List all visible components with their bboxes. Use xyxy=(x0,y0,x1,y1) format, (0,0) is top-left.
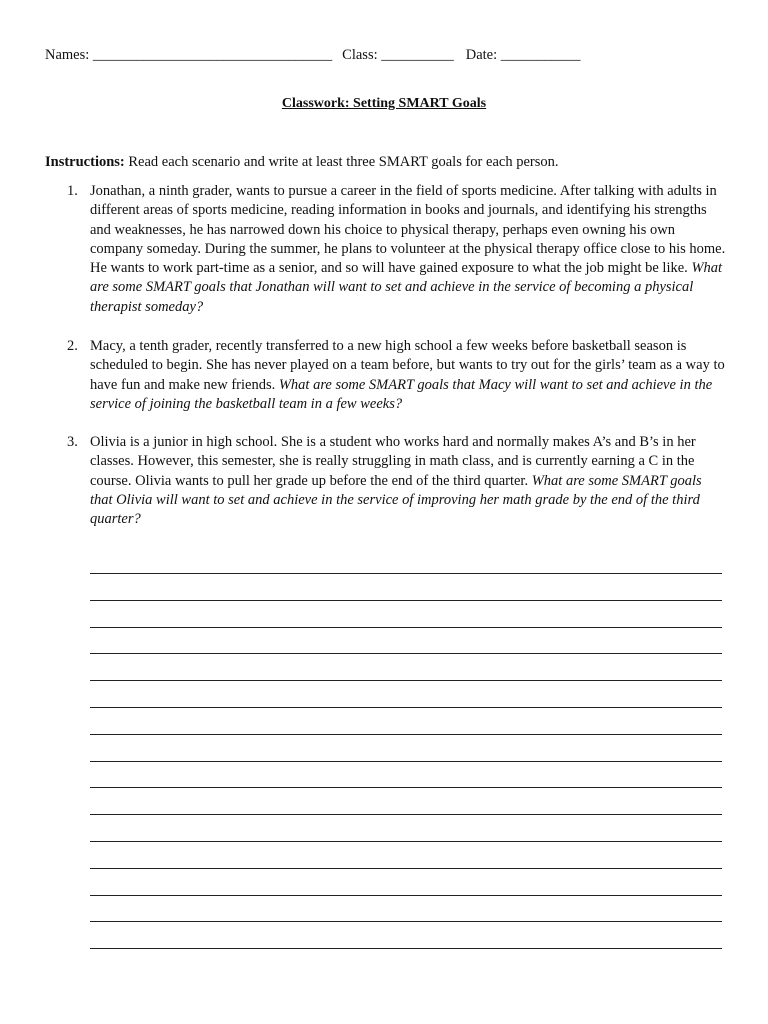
scenario-item xyxy=(67,337,727,414)
instructions-label: Instructions: xyxy=(45,154,125,170)
page-title: Classwork: Setting SMART Goals xyxy=(281,96,487,111)
scenario-question: What are some SMART goals that Macy will want to set and achieve in the service of joining the basketball team in a few weeks? xyxy=(90,376,713,412)
answer-line[interactable] xyxy=(90,680,722,681)
names-label: Names: xyxy=(45,47,90,63)
scenario-question: What are some SMART goals that Olivia will want to set and achieve in the service of improving her math grade by the end of the third quarter? xyxy=(90,472,702,528)
names-field[interactable]: _________________________________ xyxy=(92,47,333,63)
answer-lines xyxy=(90,573,722,975)
answer-line[interactable] xyxy=(90,707,722,708)
instructions xyxy=(45,153,558,171)
answer-line[interactable] xyxy=(90,868,722,869)
date-field[interactable]: ___________ xyxy=(500,47,581,63)
header-fields xyxy=(45,46,581,64)
answer-line[interactable] xyxy=(90,814,722,815)
answer-line[interactable] xyxy=(90,787,722,788)
scenario-text xyxy=(90,182,727,317)
class-label: Class: xyxy=(342,47,378,63)
scenario-number: 2. xyxy=(67,338,78,354)
scenario-item xyxy=(67,433,727,529)
scenario-number: 1. xyxy=(67,183,78,199)
answer-line[interactable] xyxy=(90,600,722,601)
scenario-description: Macy, a tenth grader, recently transferred to a new high school a few weeks before basketball season is scheduled to begin. She has never played on a team before, but wants to try out for the girls’ team as a way to have fun and make new friends. xyxy=(90,338,725,393)
scenario-question: What are some SMART goals that Jonathan will want to set and achieve in the service of becoming a physical therapist someday? xyxy=(90,260,723,315)
scenario-number: 3. xyxy=(67,434,78,450)
scenario-item xyxy=(67,182,727,317)
date-label: Date: xyxy=(465,47,498,63)
answer-line[interactable] xyxy=(90,573,722,574)
answer-line[interactable] xyxy=(90,841,722,842)
scenario-text xyxy=(90,433,727,529)
answer-line[interactable] xyxy=(90,948,722,949)
answer-line[interactable] xyxy=(90,627,722,628)
answer-line[interactable] xyxy=(90,734,722,735)
scenario-description: Jonathan, a ninth grader, wants to pursue a career in the field of sports medicine. After talking with adults in different areas of sports medicine, reading information in books and journals, and identifying his strengths and weaknesses, he has narrowed down his choice to physical therapy, perhaps even owning his own company someday. During the summer, he plans to volunteer at the physical therapy office close to his home. He wants to work part-time as a senior, and so will have gained exposure to what the job might be like. xyxy=(90,183,726,277)
answer-line[interactable] xyxy=(90,895,722,896)
instructions-text: Read each scenario and write at least three SMART goals for each person. xyxy=(124,154,559,170)
class-field[interactable]: __________ xyxy=(381,47,454,63)
answer-line[interactable] xyxy=(90,921,722,922)
answer-line[interactable] xyxy=(90,761,722,762)
scenario-text xyxy=(90,337,727,414)
scenario-description: Olivia is a junior in high school. She is a student who works hard and normally makes A’s and B’s in her classes. However, this semester, she is really struggling in math class, and is currently earning a C in the course. Olivia wants to pull her grade up before the end of the third quarter. xyxy=(90,434,696,489)
answer-line[interactable] xyxy=(90,653,722,654)
